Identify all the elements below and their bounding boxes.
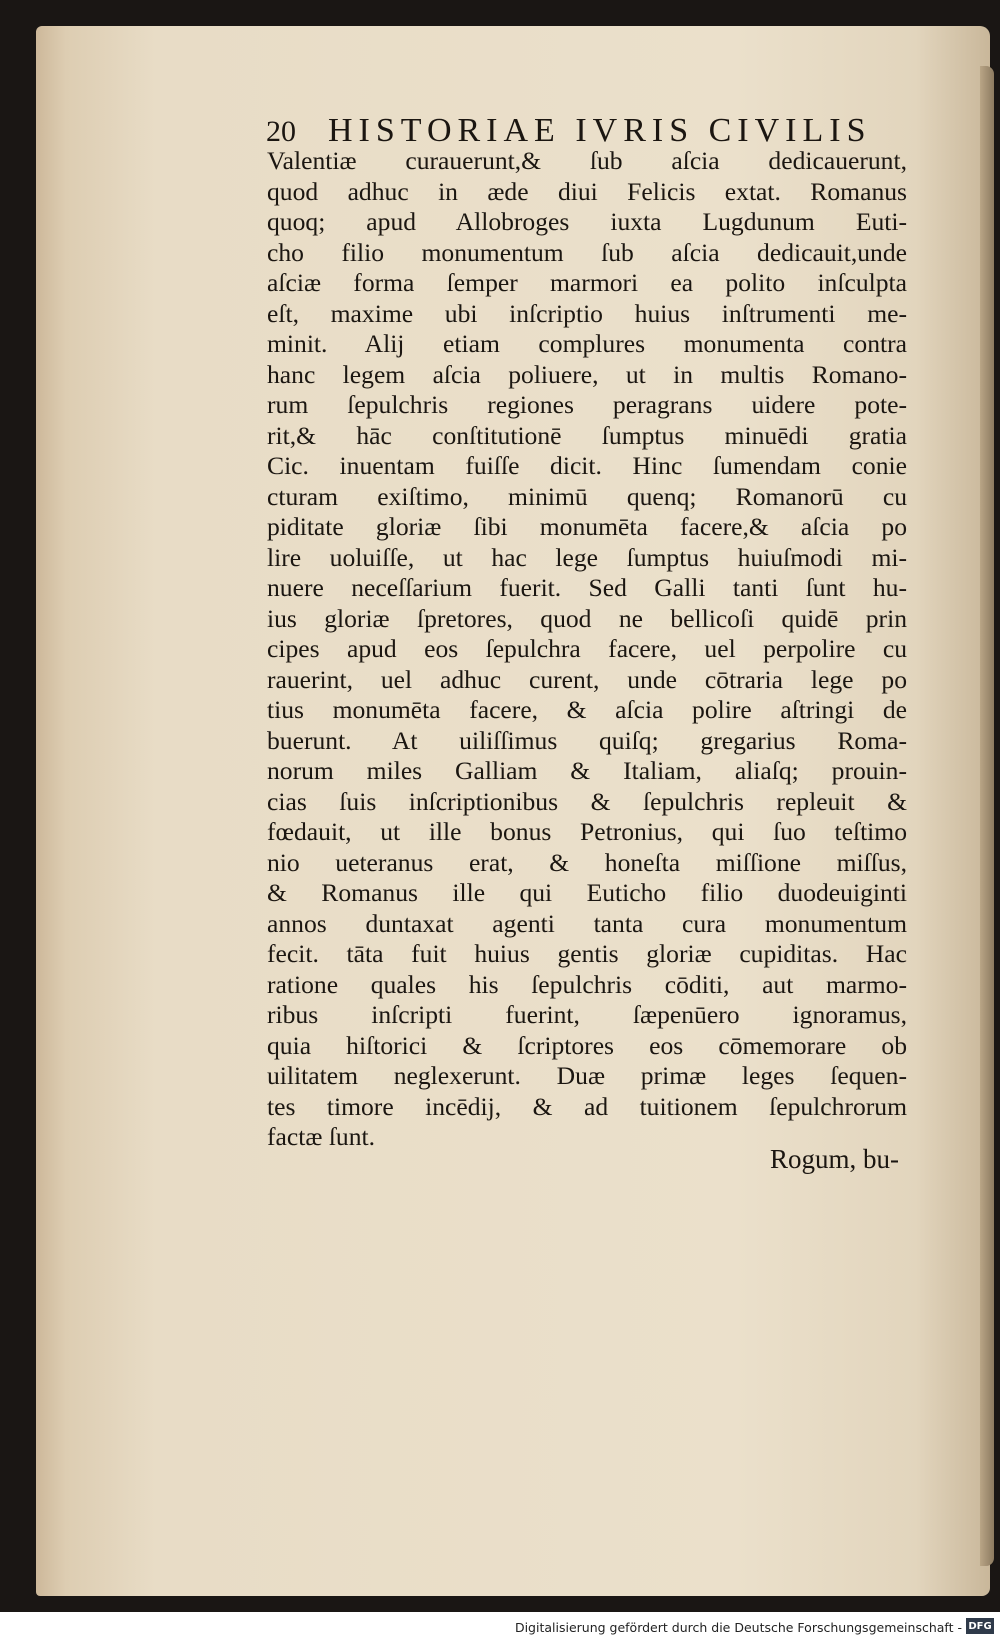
text-line: Valentiæ curauerunt,& ſub aſcia dedicauerunt,: [267, 146, 907, 175]
text-line: rum ſepulchris regiones peragrans uidere pote-: [267, 390, 907, 419]
body-text: [267, 146, 907, 1153]
catchword: Rogum, bu-: [769, 1144, 899, 1174]
text-line: factæ ſunt.: [267, 1122, 376, 1151]
text-line: nio ueteranus erat, & honeſta miſſione miſſus,: [267, 847, 907, 877]
text-line: norum miles Galliam & Italiam, aliaſq; prouin-: [267, 756, 907, 785]
text-line: piditate gloriæ ſibi monumēta facere,& aſcia po: [267, 512, 907, 541]
text-line: rit,& hāc conſtitutionē ſumptus minuēdi gratia: [267, 420, 907, 450]
text-line: quod adhuc in æde diui Felicis extat. Romanus: [267, 176, 907, 206]
text-line: rauerint, uel adhuc curent, unde cōtraria lege po: [267, 664, 907, 694]
text-line: nuere neceſſarium fuerit. Sed Galli tanti ſunt hu-: [267, 573, 907, 602]
funding-credit: Digitalisierung gefördert durch die Deutsche Forschungsgemeinschaft -: [514, 1620, 962, 1635]
text-line: uilitatem neglexerunt. Duæ primæ leges ſequen-: [267, 1061, 907, 1090]
text-line: cturam exiſtimo, minimū quenq; Romanorū cu: [267, 481, 907, 511]
text-line: ribus inſcripti fuerint, ſæpenūero ignoramus,: [267, 1000, 907, 1029]
text-line: cias ſuis inſcriptionibus & ſepulchris repleuit &: [267, 786, 907, 816]
text-line: Cic. inuentam fuiſſe dicit. Hinc ſumendam conie: [267, 451, 907, 480]
text-line: fecit. tāta fuit huius gentis gloriæ cupiditas. Hac: [267, 939, 907, 968]
text-line: ius gloriæ ſpretores, quod ne bellicoſi quidē prin: [267, 603, 907, 633]
text-line: quia hiſtorici & ſcriptores eos cōmemorare ob: [267, 1030, 907, 1060]
text-line: & Romanus ille qui Euticho filio duodeuiginti: [267, 878, 907, 907]
text-line: quoq; apud Allobroges iuxta Lugdunum Euti-: [267, 207, 907, 236]
text-line: annos duntaxat agenti tanta cura monumentum: [267, 908, 907, 938]
dfg-logo: DFG: [966, 1618, 994, 1634]
text-line: buerunt. At uiliſſimus quiſq; gregarius Roma-: [267, 725, 907, 755]
text-line: aſciæ forma ſemper marmori ea polito inſculpta: [267, 268, 907, 297]
page-edge: [980, 66, 994, 1566]
page-number: 20: [266, 115, 296, 148]
text-line: lire uoluiſſe, ut hac lege ſumptus huiuſmodi mi-: [267, 542, 907, 572]
text-line: hanc legem aſcia poliuere, ut in multis Romano-: [267, 359, 907, 389]
text-line: tius monumēta facere, & aſcia polire aſtringi de: [267, 695, 907, 724]
text-line: minit. Alij etiam complures monumenta contra: [267, 329, 907, 358]
text-line: cipes apud eos ſepulchra facere, uel perpolire cu: [267, 634, 907, 663]
text-line: fœdauit, ut ille bonus Petronius, qui ſuo teſtimo: [267, 817, 907, 846]
text-line: tes timore incēdij, & ad tuitionem ſepulchrorum: [267, 1091, 907, 1121]
text-line: ratione quales his ſepulchris cōditi, aut marmo-: [267, 969, 907, 999]
text-line: cho filio monumentum ſub aſcia dedicauit,unde: [267, 237, 907, 267]
text-line: eſt, maxime ubi inſcriptio huius inſtrumenti me-: [267, 298, 907, 328]
running-head-title: HISTORIAE IVRIS CIVILIS: [328, 112, 872, 149]
